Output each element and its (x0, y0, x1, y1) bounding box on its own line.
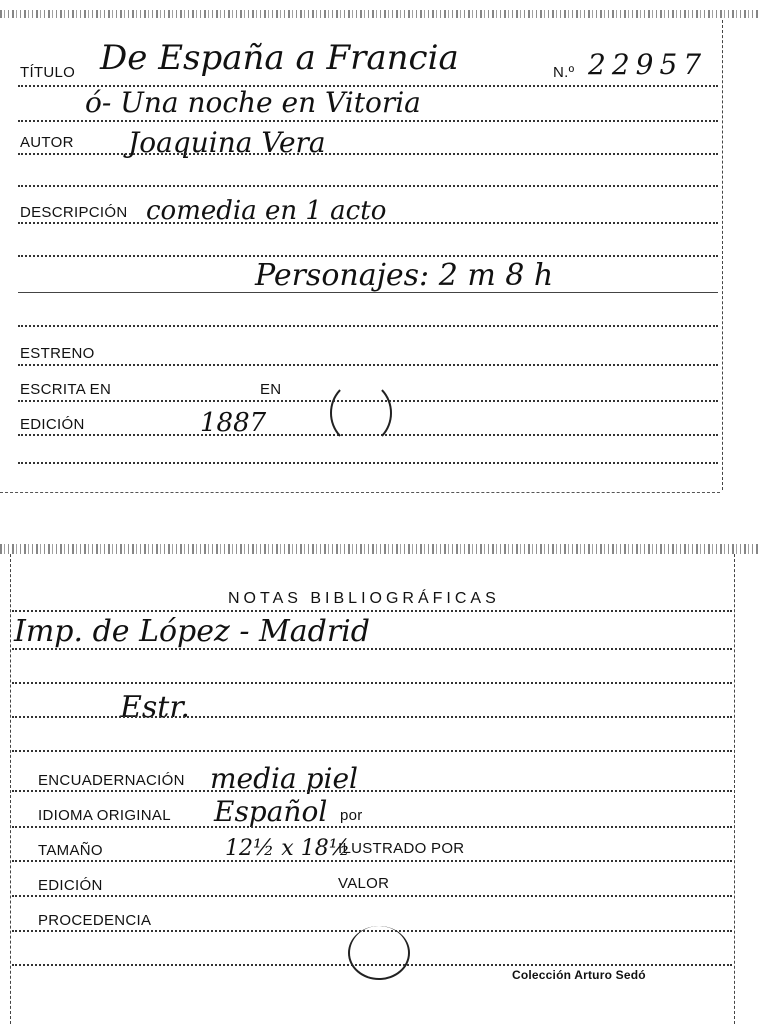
torn-top-edge (0, 544, 759, 554)
rule (12, 750, 732, 752)
escrita-en-label: ESCRITA EN (20, 381, 112, 398)
notas-handwritten-line2: Estr. (120, 690, 190, 725)
edicion-label: EDICIÓN (20, 416, 85, 433)
procedencia-label: PROCEDENCIA (38, 912, 152, 929)
coleccion-stamp: Colección Arturo Sedó (512, 968, 646, 982)
tamano-handwritten: 12½ x 18½ (225, 836, 351, 861)
rule (12, 716, 732, 718)
rule (12, 682, 732, 684)
rule (18, 325, 718, 327)
autor-label: AUTOR (20, 134, 74, 151)
en-label: EN (260, 381, 282, 398)
rule (18, 462, 718, 464)
catalog-card-back (0, 540, 759, 1028)
rule (18, 153, 718, 155)
rule (12, 648, 732, 650)
card-bottom-edge (0, 492, 720, 493)
descripcion-label: DESCRIPCIÓN (20, 204, 128, 221)
titulo-handwritten-line1: De España a Francia (100, 38, 459, 78)
torn-top-edge (0, 10, 759, 18)
rule (12, 895, 732, 897)
rule (12, 826, 732, 828)
idioma-handwritten: Español (214, 795, 328, 828)
edicion-handwritten: 1887 (200, 408, 267, 438)
punch-hole-mark (330, 380, 392, 446)
autor-handwritten: Joaquina Vera (128, 126, 326, 159)
notas-heading: NOTAS BIBLIOGRÁFICAS (228, 590, 500, 607)
titulo-handwritten-line2: ó- Una noche en Vitoria (85, 86, 421, 119)
numero-label: N.º (553, 64, 575, 81)
rule (12, 860, 732, 862)
rule (18, 222, 718, 224)
card-left-border (10, 554, 11, 1024)
rule (18, 292, 718, 293)
titulo-label: TÍTULO (20, 64, 76, 81)
card-right-border (722, 20, 723, 490)
valor-label: VALOR (338, 875, 390, 892)
descripcion-handwritten: comedia en 1 acto (146, 196, 387, 226)
personajes-handwritten: Personajes: 2 m 8 h (255, 258, 554, 293)
card-right-border (734, 554, 735, 1024)
edicion-label-back: EDICIÓN (38, 877, 103, 894)
ilustrado-label: ILUSTRADO POR (338, 840, 465, 857)
rule (12, 610, 732, 612)
notas-handwritten-line1: Imp. de López - Madrid (14, 614, 370, 649)
tamano-label: TAMAÑO (38, 842, 103, 859)
rule (18, 185, 718, 187)
encuadernacion-label: ENCUADERNACIÓN (38, 772, 185, 789)
estreno-label: ESTRENO (20, 345, 95, 362)
numero-handwritten: 22957 (588, 48, 708, 81)
idioma-label: IDIOMA ORIGINAL (38, 807, 171, 824)
rule (18, 120, 718, 122)
punch-hole-mark (348, 926, 410, 980)
rule (12, 790, 732, 792)
rule (18, 255, 718, 257)
rule (18, 364, 718, 366)
catalog-card-front (0, 0, 759, 495)
por-label: por (340, 807, 363, 824)
encuadernacion-handwritten: media piel (210, 762, 358, 795)
